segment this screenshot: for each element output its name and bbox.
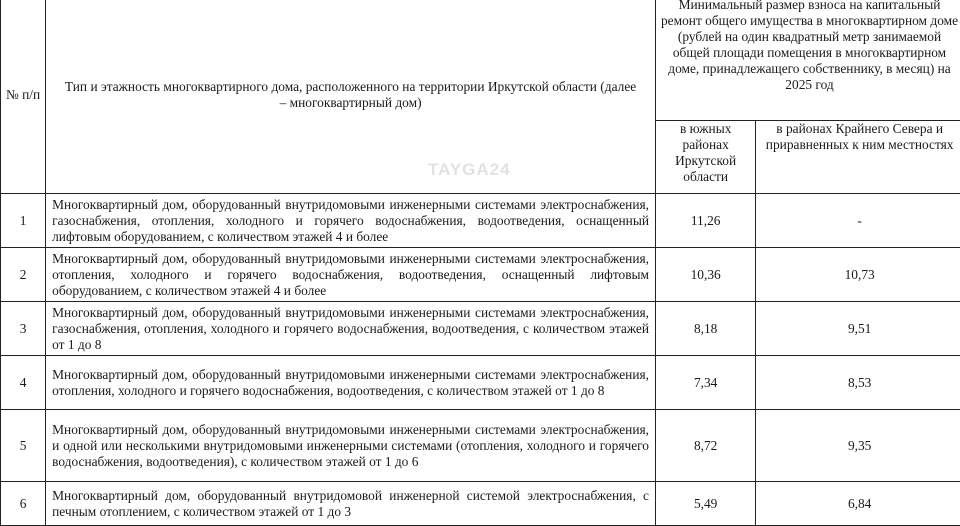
row-north: 9,35 [756, 410, 960, 482]
row-desc: Многоквартирный дом, оборудованный внутридомовыми инженерными системами электроснабжения, и одной или несколькими внутридомовыми инженерными системами (отопления, холодного и горячего водоснабжения, водоотведения), с количеством этажей от 1 до 6 [46, 410, 656, 482]
header-min-contribution: Минимальный размер взноса на капитальный ремонт общего имущества в многоквартирном доме (рублей на один квадратный метр занимаемой общей площади помещения в многоквартирном доме, принадлежащего собственнику, в месяц) на 2025 год [656, 0, 960, 121]
row-num: 6 [1, 482, 46, 526]
row-south: 11,26 [656, 194, 756, 248]
header-north: в районах Крайнего Севера и приравненных к ним местностях [756, 121, 960, 194]
row-north: - [756, 194, 960, 248]
row-north: 10,73 [756, 248, 960, 302]
row-north: 6,84 [756, 482, 960, 526]
table-row [1, 302, 960, 356]
row-south: 10,36 [656, 248, 756, 302]
row-num: 1 [1, 194, 46, 248]
row-desc: Многоквартирный дом, оборудованный внутридомовыми инженерными системами электроснабжения, газоснабжения, отопления, холодного и горячего водоснабжения, водоотведения, оснащенный лифтовым оборудованием, с количеством этажей 4 и более [46, 194, 656, 248]
row-south: 7,34 [656, 356, 756, 410]
row-desc: Многоквартирный дом, оборудованный внутридомовыми инженерными системами электроснабжения, газоснабжения, отопления, холодного и горячего водоснабжения, водоотведения, с количеством этажей от 1 до 8 [46, 302, 656, 356]
header-south: в южных районах Иркутской области [656, 121, 756, 194]
table-row [1, 482, 960, 526]
table-row [1, 248, 960, 302]
table-row [1, 410, 960, 482]
row-desc: Многоквартирный дом, оборудованный внутридомовыми инженерными системами электроснабжения, отопления, холодного и горячего водоснабжения, водоотведения, оснащенный лифтовым оборудованием, с количеством этажей 4 и более [46, 248, 656, 302]
row-num: 3 [1, 302, 46, 356]
row-south: 5,49 [656, 482, 756, 526]
row-desc: Многоквартирный дом, оборудованный внутридомовой инженерной системой электроснабжения, с печным отоплением, с количеством этажей от 1 до 3 [46, 482, 656, 526]
row-desc: Многоквартирный дом, оборудованный внутридомовыми инженерными системами электроснабжения, отопления, холодного и горячего водоснабжения, водоотведения, с количеством этажей от 1 до 8 [46, 356, 656, 410]
row-num: 2 [1, 248, 46, 302]
row-num: 4 [1, 356, 46, 410]
table-row [1, 356, 960, 410]
header-num: № п/п [1, 0, 46, 194]
row-north: 8,53 [756, 356, 960, 410]
row-south: 8,72 [656, 410, 756, 482]
header-type: Тип и этажность многоквартирного дома, расположенного на территории Иркутской области (далее – многоквартирный дом) [46, 0, 656, 194]
watermark-text: TAYGA24 [428, 160, 511, 180]
row-north: 9,51 [756, 302, 960, 356]
row-south: 8,18 [656, 302, 756, 356]
table-row [1, 194, 960, 248]
row-num: 5 [1, 410, 46, 482]
